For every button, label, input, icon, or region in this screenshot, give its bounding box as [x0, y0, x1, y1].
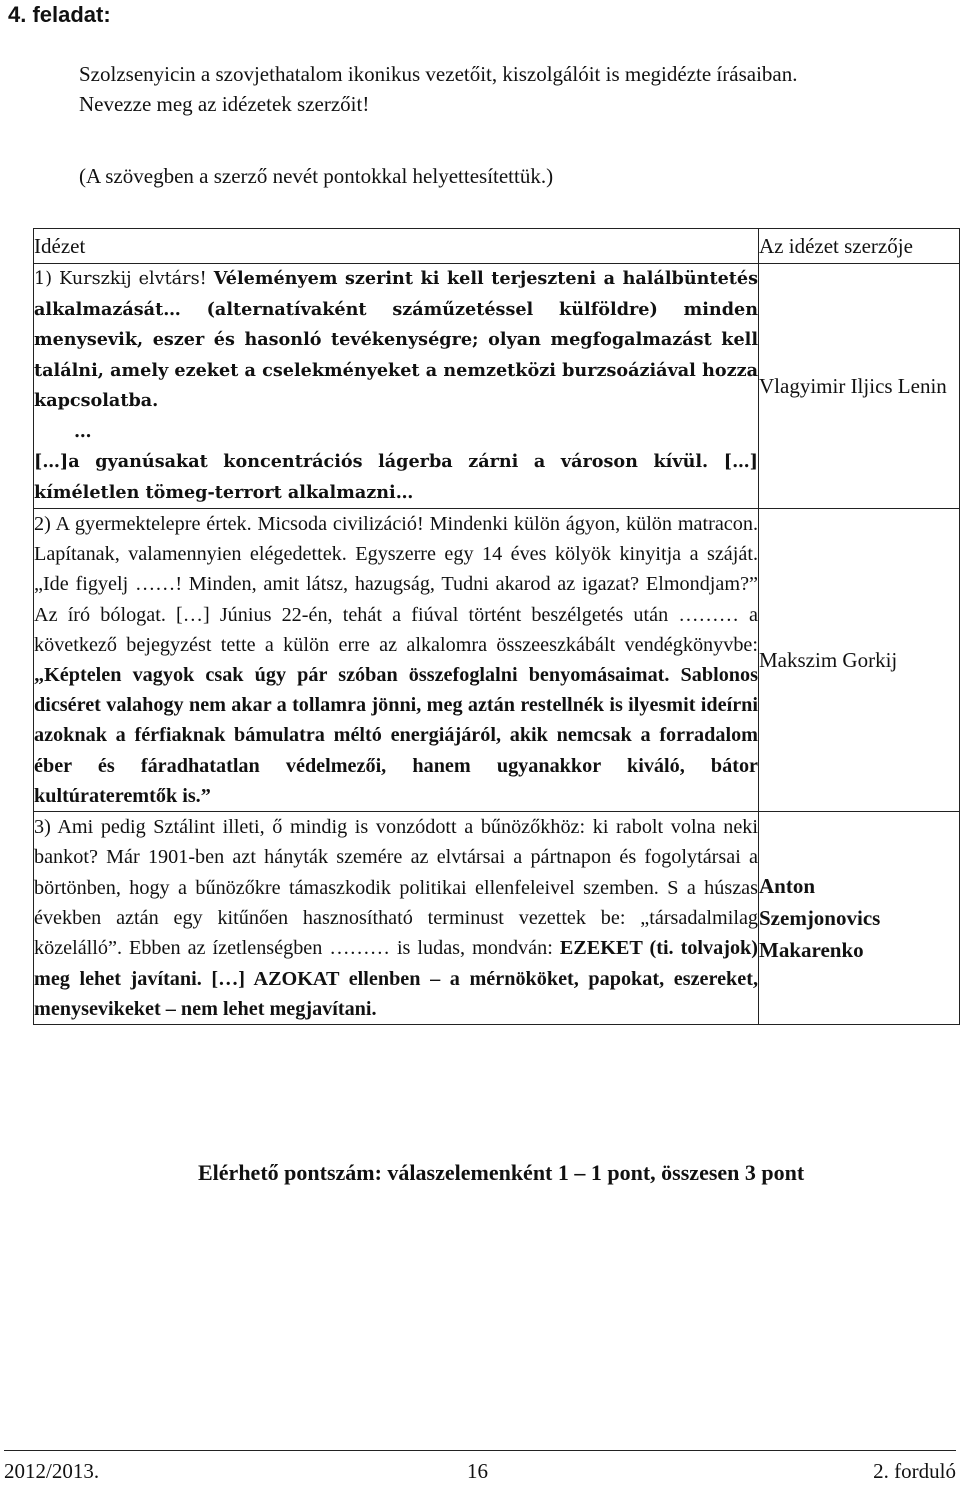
quote-2-plain: 2) A gyermektelepre értek. Micsoda civilizáció! Mindenki külön ágyon, külön matracon. Lapítanak, valamennyien elégedettek. Egyszerre egy 14 éves kölyök kinyitja a száját. „Ide figyelj ……! Minden, amit látsz, hazugság, Tudni akarod az igazat? Elmondjam?” Az író bólogat. […] Június 22-én, tehát a fiúval történt beszélgetés után ……… a következő bejegyzést tette a külön erre az alkalomra összeeszkábált vendégkönyvbe:: [34, 513, 758, 656]
quote-1-ellipsis: …: [74, 420, 92, 442]
quote-3-cell: [34, 812, 759, 1025]
table-row: [34, 509, 960, 812]
quote-table: [33, 228, 960, 1025]
header-author: Az idézet szerzője: [759, 229, 960, 264]
quote-3-bold: EZEKET (ti. tolvajok) meg lehet javítani. […] AZOKAT ellenben – a mérnököket, papokat, eszereket, menysevikeket – nem lehet megjavítani.: [34, 937, 758, 1020]
quote-2-text: [34, 509, 758, 811]
intro-line-1: Szolzsenyicin a szovjethatalom ikonikus vezetőit, kiszolgálóit is megidézte írásaiban.: [79, 62, 798, 86]
author-3: Anton Szemjonovics Makarenko: [759, 874, 881, 963]
table-row: [34, 812, 960, 1025]
quote-2-cell: [34, 509, 759, 812]
author-3-cell: [759, 812, 960, 1025]
quote-1-text: [34, 264, 758, 417]
quote-1-cell: [34, 264, 759, 509]
quote-2-bold: „Képtelen vagyok csak úgy pár szóban összefoglalni benyomásaimat. Sablonos dicséret valahogy nem akar a tollamra jönni, meg aztán restellnék is ilyesmit ideírni azoknak a férfiaknak bámulatra méltó energiájáról, akik nemcsak a forradalom éber és fáradhatatlan védelmezői, hanem ugyanakkor kiváló, bátor kultúrateremtők is.”: [34, 664, 758, 807]
quote-1-bold: Véleményem szerint ki kell terjeszteni a halálbüntetés alkalmazását… (alternatívaként száműzetéssel külföldre) minden menysevik, eszer és hasonló tevékenységre; olyan megfogalmazást kell találni, amely ezeket a cselekményeket a nemzetközi burzsoáziával hozza kapcsolatba.: [34, 268, 758, 411]
intro-line-2: Nevezze meg az idézetek szerzőit!: [79, 92, 370, 116]
author-1: Vlagyimir Iljics Lenin: [759, 374, 947, 398]
quote-1-continuation: […]a gyanúsakat koncentrációs lágerba zárni a városon kívül. […] kíméletlen tömeg-terrort alkalmazni…: [34, 451, 758, 503]
footer-page-number: 16: [467, 1459, 488, 1483]
quote-3-text: [34, 812, 758, 1024]
task-title: 4. feladat:: [8, 2, 111, 27]
task-note: (A szövegben a szerző nevét pontokkal helyettesítettük.): [79, 164, 554, 188]
scoring-note: Elérhető pontszám: válaszelemenként 1 – 1 pont, összesen 3 pont: [198, 1160, 805, 1185]
quote-1-intro: 1) Kurszkij elvtárs!: [34, 269, 214, 289]
table-header-row: [34, 229, 960, 264]
table-row: [34, 264, 960, 509]
task-intro: [79, 59, 797, 119]
footer-year: 2012/2013.: [4, 1459, 100, 1483]
author-2: Makszim Gorkij: [759, 648, 898, 673]
header-quote: Idézet: [34, 229, 759, 264]
author-1-cell: [759, 264, 960, 509]
quote-3-plain: 3) Ami pedig Sztálint illeti, ő mindig is vonzódott a bűnözőkhöz: ki rabolt volna neki bankot? Már 1901-ben azt hányták szemére az elvtársai a pártnapon és fogolytársai a börtönben, hogy a bűnözőkre támaszkodik politikai ellenfeleivel szemben. S a húszas években aztán egy kitűnően hasznosítható terminust vezettek be: „társadalmilag közelálló”. Ebben az ízetlenségben ……… is ludas, mondván:: [34, 816, 758, 960]
footer-round: 2. forduló: [873, 1459, 956, 1483]
page-footer: [4, 1450, 956, 1487]
author-2-cell: [759, 509, 960, 812]
